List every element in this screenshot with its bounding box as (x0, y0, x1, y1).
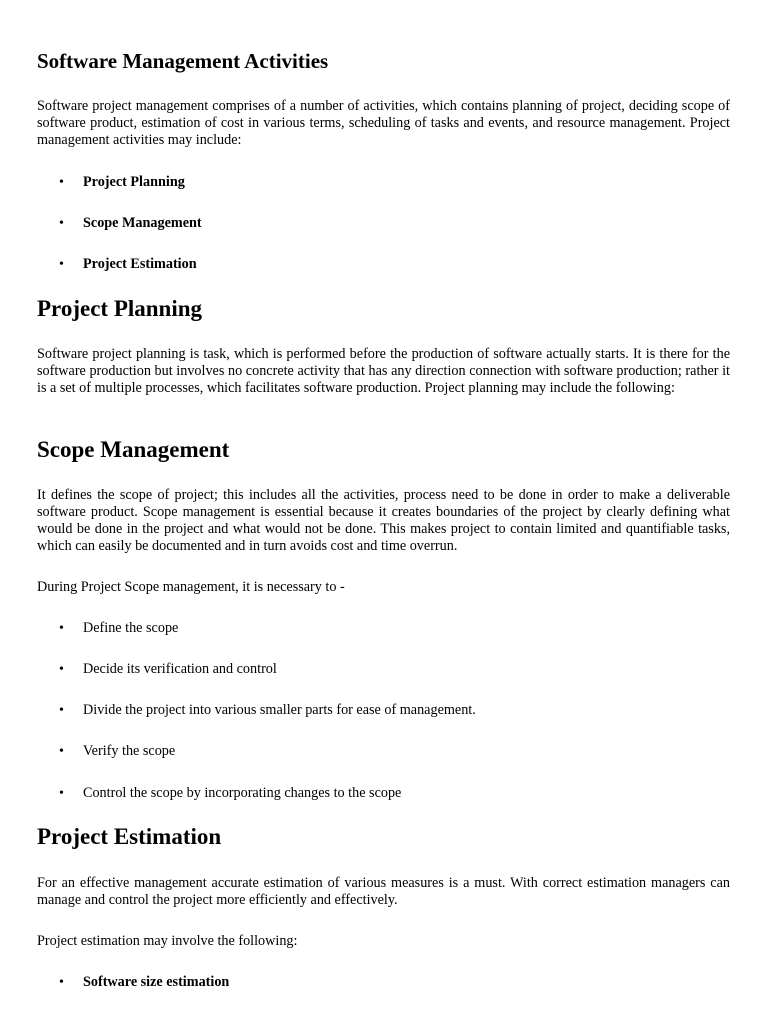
bullet-icon: • (59, 703, 64, 718)
bullet-icon: • (59, 621, 64, 636)
paragraph-scope-management: It defines the scope of project; this includes all the activities, process need to be done in order to make a deliverable software product. Scope management is essential because it creates boundaries of the project by clearly defining what would be done in the project and what would not be done. This makes project to contain limited and quantifiable tasks, which can easily be documented and in turn avoids cost and time overrun. (37, 487, 730, 554)
bullet-icon: • (59, 975, 64, 990)
heading-project-planning: Project Planning (37, 296, 203, 321)
heading-software-management-activities: Software Management Activities (37, 49, 329, 73)
paragraph-estimation-lead: Project estimation may involve the following: (37, 933, 298, 949)
heading-project-estimation: Project Estimation (37, 824, 222, 849)
bullet-icon: • (59, 786, 64, 801)
bullet-icon: • (59, 216, 64, 231)
paragraph-project-estimation: For an effective management accurate estimation of various measures is a must. With correct estimation managers can manage and control the project more efficiently and effectively. (37, 875, 730, 908)
bullet-icon: • (59, 175, 64, 190)
paragraph-project-planning: Software project planning is task, which is performed before the production of software actually starts. It is there for the software production but involves no concrete activity that has any direction connection with software production; rather it is a set of multiple processes, which facilitates software production. Project planning may include the following: (37, 346, 730, 396)
heading-scope-management: Scope Management (37, 437, 230, 462)
bullet-icon: • (59, 257, 64, 272)
bullet-icon: • (59, 662, 64, 677)
bullet-icon: • (59, 744, 64, 759)
paragraph-activities-intro: Software project management comprises of a number of activities, which contains planning of project, deciding scope of software product, estimation of cost in various terms, scheduling of tasks and events, and resource management. Project management activities may include: (37, 98, 730, 148)
paragraph-scope-lead: During Project Scope management, it is necessary to - (37, 579, 345, 595)
